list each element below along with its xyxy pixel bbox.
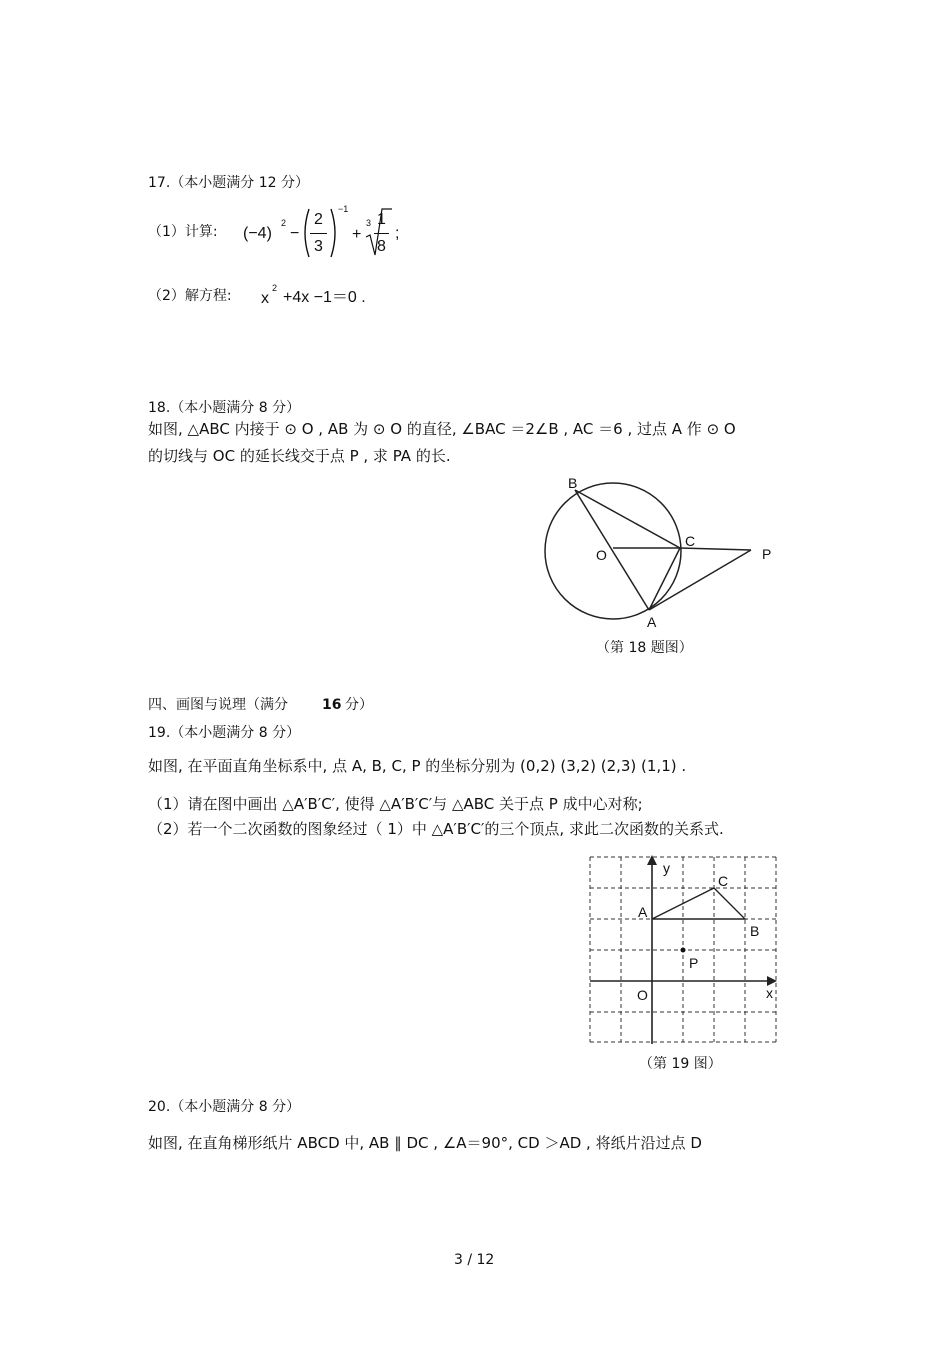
q17-fraction-bar xyxy=(310,233,327,234)
q18-segment-ba xyxy=(575,490,649,610)
q18-label-a: A xyxy=(647,614,657,630)
q19-label-a: A xyxy=(638,904,648,920)
page-number: 3 / 12 xyxy=(454,1252,495,1268)
q19-part1: （1）请在图中画出 △A′B′C′, 使得 △A′B′C′与 △ABC 关于点 P 成中心对称; xyxy=(148,795,643,813)
q17-part1-minus: − xyxy=(290,225,300,242)
q18-figure xyxy=(535,470,785,640)
q19-coordinate-grid xyxy=(585,852,785,1047)
q19-label-b: B xyxy=(750,923,760,939)
q19-label-x: x xyxy=(766,985,773,1001)
q18-figure-caption: （第 18 题图） xyxy=(596,640,693,656)
q19-triangle-abc xyxy=(652,888,745,919)
q19-intro: 如图, 在平面直角坐标系中, 点 A, B, C, P 的坐标分别为 (0,2) (3,2) (2,3) (1,1) . xyxy=(148,757,687,775)
q19-label-p: P xyxy=(689,955,699,971)
q19-label-o: O xyxy=(637,987,648,1003)
q17-fraction-denominator: 3 xyxy=(314,238,323,255)
q19-header: 19.（本小题满分 8 分） xyxy=(148,725,301,741)
q17-root-fraction-bar xyxy=(374,233,389,234)
q17-part1-exponent: 2 xyxy=(281,218,287,228)
q18-label-b: B xyxy=(568,475,578,491)
q18-label-p: P xyxy=(762,546,772,562)
q19-figure-caption: （第 19 图） xyxy=(639,1056,722,1072)
q18-label-c: C xyxy=(685,533,696,549)
section4-unit: 分） xyxy=(345,697,373,713)
q19-label-y: y xyxy=(663,860,670,876)
q17-plus: + xyxy=(352,226,362,243)
q17-root-denominator: 8 xyxy=(377,238,386,255)
q19-part2: （2）若一个二次函数的图象经过（ 1）中 △A′B′C′的三个顶点, 求此二次函数的关系式. xyxy=(148,820,724,838)
q18-segment-bc xyxy=(575,490,680,548)
q17-part2-exponent: 2 xyxy=(272,283,278,293)
q17-part1-base: (−4) xyxy=(243,225,272,242)
q17-part2-x: x xyxy=(261,290,269,307)
q19-label-c: C xyxy=(718,873,729,889)
section4-title: 四、画图与说理（满分 xyxy=(148,697,288,713)
q18-label-o: O xyxy=(596,547,607,563)
q20-text-line1: 如图, 在直角梯形纸片 ABCD 中, AB ∥ DC , ∠A＝90°, CD ＞AD , 将纸片沿过点 D xyxy=(148,1134,702,1152)
q17-semicolon: ; xyxy=(395,225,400,242)
q17-negative-exponent: −1 xyxy=(338,204,349,214)
q17-part1-label: （1）计算: xyxy=(148,224,218,240)
q17-part2-label: （2）解方程: xyxy=(148,288,232,304)
q19-point-p xyxy=(681,948,686,953)
q17-root-index: 3 xyxy=(366,218,372,228)
q18-text-line2: 的切线与 OC 的延长线交于点 P , 求 PA 的长. xyxy=(148,447,451,465)
q20-header: 20.（本小题满分 8 分） xyxy=(148,1099,301,1115)
section4-score: 16 xyxy=(322,697,342,713)
q17-part2-equation: +4x −1＝0 . xyxy=(283,289,366,306)
q17-header: 17.（本小题满分 12 分） xyxy=(148,175,309,191)
q17-fraction-numerator: 2 xyxy=(314,211,323,228)
q17-root-numerator: 1 xyxy=(377,211,386,228)
q18-header: 18.（本小题满分 8 分） xyxy=(148,400,301,416)
q18-text-line1: 如图, △ABC 内接于 ⊙ O , AB 为 ⊙ O 的直径, ∠BAC ＝2∠B , AC ＝6 , 过点 A 作 ⊙ O xyxy=(148,420,736,438)
